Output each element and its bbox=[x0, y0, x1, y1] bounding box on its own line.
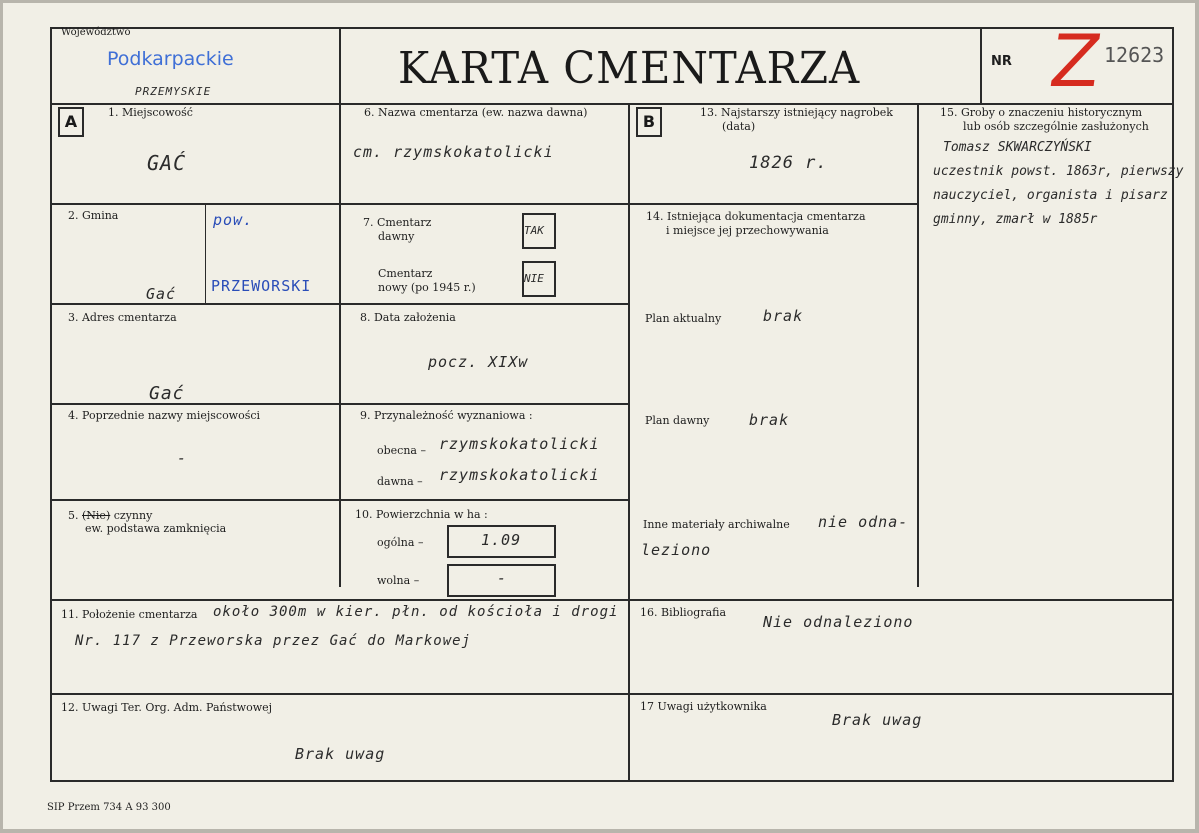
divider-col-15 bbox=[917, 103, 919, 587]
divider-nr bbox=[980, 27, 982, 103]
inne-materialy-value-2: leziono bbox=[641, 541, 712, 559]
field-15-line-4: gminny, zmarł w 1885r bbox=[933, 212, 1098, 227]
field-17-label: 17 Uwagi użytkownika bbox=[640, 700, 767, 713]
field-7-nowy-value: NIE bbox=[524, 272, 544, 285]
field-6-label: 6. Nazwa cmentarza (ew. nazwa dawna) bbox=[364, 106, 588, 119]
page-title: KARTA CMENTARZA bbox=[398, 43, 861, 94]
field-13-label-1: 13. Najstarszy istniejący nagrobek bbox=[700, 106, 893, 119]
row-line-6 bbox=[50, 693, 1174, 695]
nr-value: 12623 bbox=[1104, 43, 1165, 67]
field-7-nowy: nowy (po 1945 r.) bbox=[378, 281, 476, 294]
field-2-value: Gać bbox=[146, 285, 177, 303]
nr-letter: Z bbox=[1045, 19, 1107, 103]
field-12-label: 12. Uwagi Ter. Org. Adm. Państwowej bbox=[61, 701, 273, 714]
wojewodztwo-old: PRZEMYSKIE bbox=[135, 85, 212, 98]
field-6-value: cm. rzymskokatolicki bbox=[353, 143, 554, 161]
field-11-line1: około 300m w kier. płn. od kościoła i drogi bbox=[213, 604, 619, 620]
field-10-ogolna-label: ogólna – bbox=[377, 536, 424, 549]
field-5-sub: ew. podstawa zamknięcia bbox=[85, 522, 227, 535]
field-14-label-1: 14. Istniejąca dokumentacja cmentarza bbox=[646, 210, 866, 223]
field-10-ogolna-value: 1.09 bbox=[481, 531, 522, 549]
field-2-pow-label: pow. bbox=[213, 211, 254, 229]
field-7-nowy-label: Cmentarz bbox=[378, 267, 433, 280]
field-8-label: 8. Data założenia bbox=[360, 311, 456, 324]
field-7-label: 7. Cmentarz bbox=[363, 216, 432, 229]
plan-dawny-value: brak bbox=[749, 411, 790, 429]
field-5-nie: (Nie) bbox=[82, 509, 111, 522]
plan-dawny-label: Plan dawny bbox=[645, 414, 710, 427]
field-4-label: 4. Poprzednie nazwy miejscowości bbox=[68, 409, 261, 422]
row-line-5 bbox=[50, 599, 1174, 601]
field-16-label: 16. Bibliografia bbox=[640, 606, 727, 619]
field-9-dawna-label: dawna – bbox=[377, 475, 423, 488]
field-5-czynny: czynny bbox=[113, 509, 153, 522]
field-2-label: 2. Gmina bbox=[68, 209, 119, 222]
cemetery-card bbox=[3, 3, 1195, 829]
field-13-label-2: (data) bbox=[722, 120, 756, 133]
field-15-label-1: 15. Groby o znaczeniu historycznym bbox=[940, 106, 1143, 119]
plan-aktualny-label: Plan aktualny bbox=[645, 312, 722, 325]
row-line-1 bbox=[50, 203, 628, 205]
inne-materialy-value-1: nie odna- bbox=[818, 513, 909, 531]
plan-aktualny-value: brak bbox=[763, 307, 804, 325]
field-10-wolna-value: - bbox=[497, 569, 508, 587]
field-10-wolna-label: wolna – bbox=[377, 574, 420, 587]
section-b-tag: B bbox=[636, 107, 662, 137]
field-12-value: Brak uwag bbox=[295, 745, 386, 763]
field-9-obecna-value: rzymskokatolicki bbox=[439, 435, 600, 453]
field-15-line-1: Tomasz SKWARCZYŃSKI bbox=[943, 140, 1092, 155]
field-5-label bbox=[68, 509, 152, 523]
divider-col-a bbox=[339, 27, 341, 587]
field-15-line-2: uczestnik powst. 1863r, pierwszy bbox=[933, 164, 1184, 179]
field-4-value: - bbox=[177, 449, 188, 467]
field-15-line-3: nauczyciel, organista i pisarz bbox=[933, 188, 1168, 203]
field-10-label: 10. Powierzchnia w ha : bbox=[355, 508, 488, 521]
field-7-dawny: dawny bbox=[378, 230, 415, 243]
field-9-label: 9. Przynależność wyznaniowa : bbox=[360, 409, 533, 422]
field-8-value: pocz. XIXw bbox=[428, 353, 529, 371]
field-5-number: 5. bbox=[68, 509, 79, 522]
field-9-dawna-value: rzymskokatolicki bbox=[439, 466, 600, 484]
nr-label: NR bbox=[991, 54, 1012, 69]
field-2-pow-value: PRZEWORSKI bbox=[211, 277, 312, 295]
row-line-2 bbox=[50, 303, 628, 305]
wojewodztwo-stamp: Podkarpackie bbox=[107, 48, 234, 70]
field-11-label: 11. Położenie cmentarza bbox=[61, 608, 198, 621]
section-a-tag: A bbox=[58, 107, 84, 137]
field-15-label-2: lub osób szczególnie zasłużonych bbox=[963, 120, 1149, 133]
divider-gmina-pow bbox=[205, 203, 206, 303]
field-11-line2: Nr. 117 z Przeworska przez Gać do Markowej bbox=[75, 633, 472, 649]
inne-materialy-label: Inne materiały archiwalne bbox=[643, 518, 790, 531]
row-line-3 bbox=[50, 403, 628, 405]
wojewodztwo-label: Województwo bbox=[61, 27, 131, 38]
row-line-13 bbox=[628, 203, 917, 205]
field-13-value: 1826 r. bbox=[749, 153, 828, 173]
header-bottom-line bbox=[50, 103, 1174, 105]
field-1-label: 1. Miejscowość bbox=[108, 106, 193, 119]
field-9-obecna-label: obecna – bbox=[377, 444, 426, 457]
footer-code: SIP Przem 734 A 93 300 bbox=[47, 802, 171, 813]
row-line-4 bbox=[50, 499, 628, 501]
field-16-value: Nie odnaleziono bbox=[763, 613, 914, 631]
field-7-dawny-value: TAK bbox=[524, 224, 544, 237]
field-14-label-2: i miejsce jej przechowywania bbox=[666, 224, 829, 237]
field-3-value: Gać bbox=[149, 383, 185, 404]
field-17-value: Brak uwag bbox=[832, 711, 923, 729]
field-3-label: 3. Adres cmentarza bbox=[68, 311, 177, 324]
field-1-value: GAĆ bbox=[147, 151, 187, 175]
